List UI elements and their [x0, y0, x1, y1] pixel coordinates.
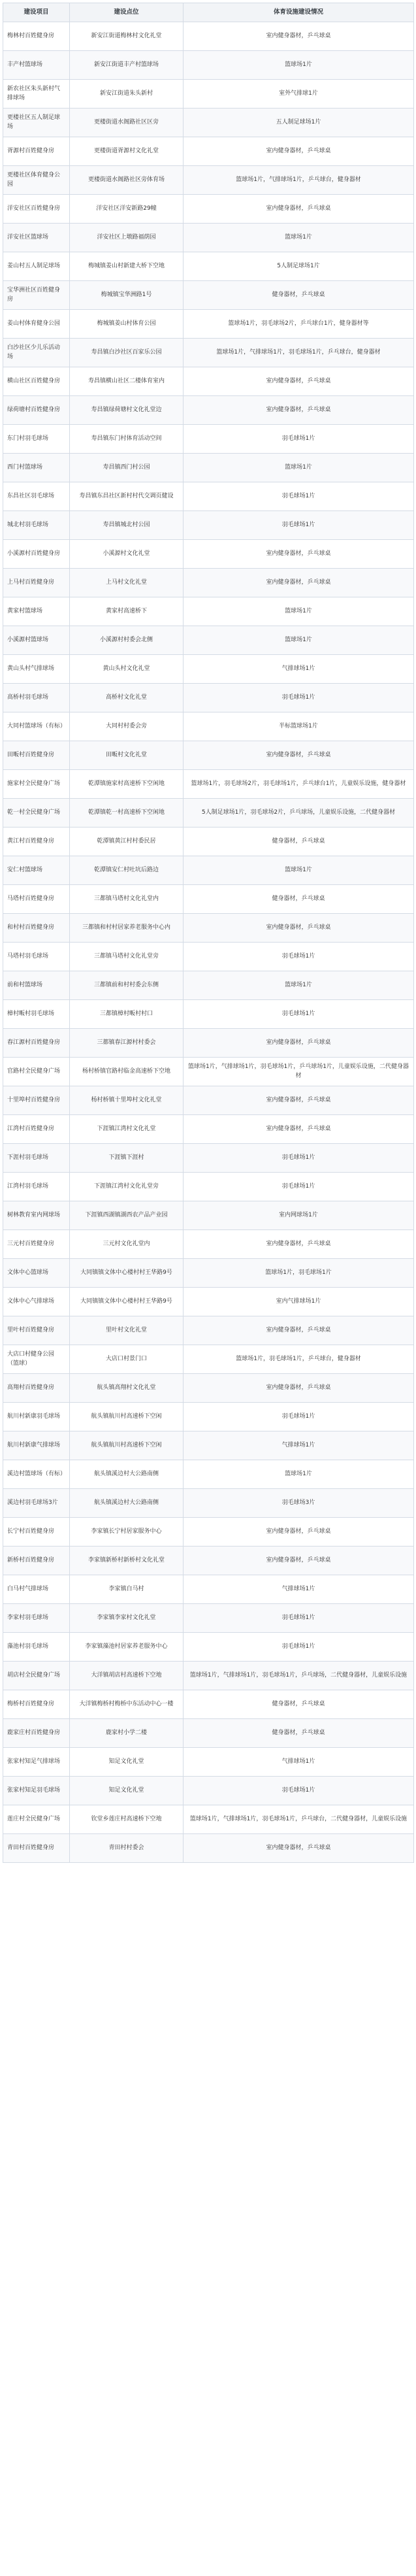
cell-project: 白沙社区少儿乐活动场	[3, 339, 70, 367]
cell-facilities: 篮球场1片	[184, 856, 414, 885]
cell-project: 东门村羽毛球场	[3, 425, 70, 454]
cell-project: 航川村新康气排球场	[3, 1431, 70, 1460]
cell-location: 寿昌镇东昌社区新村村代交调页健设	[70, 482, 184, 511]
cell-facilities: 篮球场1片，气排球场1片，乒乓球台，健身器材	[184, 166, 414, 195]
cell-facilities: 羽毛球场3片	[184, 1489, 414, 1518]
cell-facilities: 室内健身器材，乒乓球桌	[184, 1230, 414, 1259]
cell-project: 黄山头村气排球场	[3, 655, 70, 684]
table-row	[3, 511, 414, 540]
cell-location: 梅城镇姜山村新建大桥下空地	[70, 252, 184, 281]
cell-facilities: 健身器材，乒乓球桌	[184, 828, 414, 856]
table-row	[3, 569, 414, 597]
document-page	[3, 3, 413, 1863]
table-row	[3, 971, 414, 1000]
cell-project: 里叶村百姓健身房	[3, 1316, 70, 1345]
cell-project: 横山社区百姓健身房	[3, 367, 70, 396]
facilities-table	[3, 3, 414, 1863]
table-row	[3, 396, 414, 425]
cell-project: 大同村篮球场（有标）	[3, 712, 70, 741]
cell-location: 大同镇镇文体中心楼村村王华路9号	[70, 1259, 184, 1288]
cell-location: 下涯镇江湾村文化礼堂旁	[70, 1173, 184, 1201]
cell-location: 洋安社区洋安新路29幢	[70, 195, 184, 224]
cell-location: 李家镇藻池村居家养老服务中心	[70, 1633, 184, 1662]
cell-location: 乾潭镇黄江村村委民居	[70, 828, 184, 856]
cell-project: 新农社区朱头新村气排球场	[3, 80, 70, 109]
cell-location: 更楼街道胥源村文化礼堂	[70, 137, 184, 166]
table-row	[3, 1431, 414, 1460]
table-row	[3, 1000, 414, 1029]
cell-project: 大店口村健身公园（篮球）	[3, 1345, 70, 1374]
cell-location: 新安江街道梅林村文化礼堂	[70, 22, 184, 51]
cell-project: 西门村篮球场	[3, 454, 70, 482]
cell-project: 胥源村百姓健身房	[3, 137, 70, 166]
cell-project: 溪边村篮球场（有标）	[3, 1460, 70, 1489]
cell-facilities: 室内健身器材，乒乓球桌	[184, 367, 414, 396]
table-row	[3, 1086, 414, 1115]
cell-facilities: 健身器材，乒乓球桌	[184, 1690, 414, 1719]
cell-facilities: 室外气排球1片	[184, 80, 414, 109]
cell-project: 溪边村羽毛球场3片	[3, 1489, 70, 1518]
table-row	[3, 1489, 414, 1518]
cell-location: 三都镇马塔村文化礼堂旁	[70, 943, 184, 971]
table-row	[3, 1115, 414, 1144]
cell-project: 小溪源村百姓健身房	[3, 540, 70, 569]
table-row	[3, 684, 414, 712]
cell-facilities: 篮球场1片，羽毛球场2片，羽毛球场1片，乒乓球台1片，儿童娱乐设施，健身器材	[184, 770, 414, 799]
table-row	[3, 1604, 414, 1633]
cell-project: 白马村气排球场	[3, 1575, 70, 1604]
cell-facilities: 室内健身器材，乒乓球桌	[184, 741, 414, 770]
cell-facilities: 篮球场1片，羽毛球场1片，乒乓球台，健身器材	[184, 1345, 414, 1374]
cell-location: 知足文化礼堂	[70, 1748, 184, 1777]
table-row	[3, 1403, 414, 1431]
cell-facilities: 室内健身器材，乒乓球桌	[184, 22, 414, 51]
table-row	[3, 597, 414, 626]
table-row	[3, 712, 414, 741]
table-row	[3, 1518, 414, 1547]
cell-location: 航头镇航川村高速桥下空闲	[70, 1431, 184, 1460]
table-row	[3, 626, 414, 655]
column-header-location: 建设点位	[70, 3, 184, 22]
cell-project: 官路村全民健身广场	[3, 1058, 70, 1086]
cell-location: 下涯镇下涯村	[70, 1144, 184, 1173]
cell-location: 小溪源村文化礼堂	[70, 540, 184, 569]
cell-project: 宝华洲社区百姓健身房	[3, 281, 70, 310]
cell-project: 藻池村羽毛球场	[3, 1633, 70, 1662]
cell-facilities: 羽毛球场1片	[184, 1173, 414, 1201]
cell-facilities: 室内健身器材，乒乓球桌	[184, 1086, 414, 1115]
cell-project: 新桥村百姓健身房	[3, 1547, 70, 1575]
table-row	[3, 137, 414, 166]
cell-facilities: 羽毛球场1片	[184, 482, 414, 511]
table-row	[3, 482, 414, 511]
cell-facilities: 室内气排球场1片	[184, 1288, 414, 1316]
cell-location: 梅城镇宝华洲路1号	[70, 281, 184, 310]
cell-project: 樟村畈村羽毛球场	[3, 1000, 70, 1029]
cell-location: 寿昌镇西门村公园	[70, 454, 184, 482]
cell-location: 寿昌镇东门村体育活动空间	[70, 425, 184, 454]
cell-location: 李家镇白马村	[70, 1575, 184, 1604]
cell-location: 上马村文化礼堂	[70, 569, 184, 597]
cell-facilities: 气排球场1片	[184, 1748, 414, 1777]
cell-facilities: 羽毛球场1片	[184, 684, 414, 712]
cell-facilities: 篮球场1片	[184, 454, 414, 482]
cell-location: 三都镇前和村村委会东侧	[70, 971, 184, 1000]
column-header-facilities: 体育设施建设情况	[184, 3, 414, 22]
table-row	[3, 741, 414, 770]
cell-facilities: 室内健身器材，乒乓球桌	[184, 137, 414, 166]
cell-location: 更楼街道水阁路社区旁体育场	[70, 166, 184, 195]
cell-facilities: 半标篮球场1片	[184, 712, 414, 741]
cell-facilities: 羽毛球场1片	[184, 511, 414, 540]
cell-project: 前和村篮球场	[3, 971, 70, 1000]
cell-facilities: 室内健身器材，乒乓球桌	[184, 569, 414, 597]
table-row	[3, 1748, 414, 1777]
cell-project: 上马村百姓健身房	[3, 569, 70, 597]
cell-facilities: 篮球场1片，羽毛球场1片	[184, 1259, 414, 1288]
cell-location: 三元村文化礼堂内	[70, 1230, 184, 1259]
cell-facilities: 篮球场1片，气排球场1片，羽毛球场1片，乒乓球台，健身器材	[184, 339, 414, 367]
cell-project: 黄家村篮球场	[3, 597, 70, 626]
table-row	[3, 109, 414, 137]
cell-location: 航头镇高翔村文化礼堂	[70, 1374, 184, 1403]
cell-project: 更楼社区五人制足球场	[3, 109, 70, 137]
table-row	[3, 1345, 414, 1374]
cell-project: 小溪源村篮球场	[3, 626, 70, 655]
cell-facilities: 健身器材，乒乓球桌	[184, 281, 414, 310]
table-row	[3, 1575, 414, 1604]
cell-location: 寿昌镇横山社区二楼体育室内	[70, 367, 184, 396]
cell-facilities: 室内健身器材，乒乓球桌	[184, 914, 414, 943]
table-row	[3, 828, 414, 856]
cell-facilities: 篮球场1片	[184, 51, 414, 80]
cell-facilities: 室内健身器材，乒乓球桌	[184, 1374, 414, 1403]
cell-project: 绿荷塘村百姓健身房	[3, 396, 70, 425]
table-row	[3, 1201, 414, 1230]
cell-location: 航头镇溪边村大公路南侧	[70, 1460, 184, 1489]
cell-facilities: 室内网球场1片	[184, 1201, 414, 1230]
cell-project: 三元村百姓健身房	[3, 1230, 70, 1259]
cell-facilities: 篮球场1片	[184, 224, 414, 252]
cell-project: 丰产村篮球场	[3, 51, 70, 80]
cell-project: 城北村羽毛球场	[3, 511, 70, 540]
table-row	[3, 1690, 414, 1719]
cell-facilities: 篮球场1片，气排球场1片，羽毛球场1片，乒乓球台，二代健身器材，儿童娱乐设施	[184, 1805, 414, 1834]
cell-project: 洋安社区百姓健身房	[3, 195, 70, 224]
cell-project: 航川村新康羽毛球场	[3, 1403, 70, 1431]
table-row	[3, 1805, 414, 1834]
cell-facilities: 室内健身器材，乒乓球桌	[184, 540, 414, 569]
cell-location: 寿昌镇绿荷塘村文化礼堂边	[70, 396, 184, 425]
cell-facilities: 五人制足球场1片	[184, 109, 414, 137]
cell-project: 马塔村百姓健身房	[3, 885, 70, 914]
cell-facilities: 篮球场1片，气排球场1片，羽毛球场1片，乒乓球场1片，儿童娱乐设施，二代健身器材	[184, 1058, 414, 1086]
cell-project: 姜山村体育健身公园	[3, 310, 70, 339]
table-row	[3, 1058, 414, 1086]
table-row	[3, 1288, 414, 1316]
cell-location: 乾潭镇安仁村吐坑后路边	[70, 856, 184, 885]
cell-project: 下涯村羽毛球场	[3, 1144, 70, 1173]
table-row	[3, 770, 414, 799]
table-row	[3, 1460, 414, 1489]
cell-project: 十里埠村百姓健身房	[3, 1086, 70, 1115]
cell-project: 高桥村羽毛球场	[3, 684, 70, 712]
cell-facilities: 室内健身器材，乒乓球桌	[184, 396, 414, 425]
table-row	[3, 51, 414, 80]
cell-location: 大店口村景门口	[70, 1345, 184, 1374]
cell-project: 鹿家庄村百姓健身房	[3, 1719, 70, 1748]
cell-facilities: 羽毛球场1片	[184, 1000, 414, 1029]
cell-project: 东昌社区羽毛球场	[3, 482, 70, 511]
cell-project: 乾一村全民健身广场	[3, 799, 70, 828]
cell-facilities: 室内健身器材，乒乓球桌	[184, 1547, 414, 1575]
cell-project: 黄江村百姓健身房	[3, 828, 70, 856]
cell-project: 和村村百姓健身房	[3, 914, 70, 943]
table-row	[3, 1547, 414, 1575]
cell-project: 青田村百姓健身房	[3, 1834, 70, 1863]
cell-location: 李家镇新桥村新桥村文化礼堂	[70, 1547, 184, 1575]
table-row	[3, 885, 414, 914]
table-row	[3, 1633, 414, 1662]
cell-location: 洋安社区上墩路福荫园	[70, 224, 184, 252]
table-row	[3, 310, 414, 339]
cell-location: 三都镇春江源村村委会	[70, 1029, 184, 1058]
cell-facilities: 气排球场1片	[184, 1575, 414, 1604]
cell-facilities: 健身器材，乒乓球桌	[184, 1719, 414, 1748]
cell-location: 大同镇镇文体中心楼村村王华路9号	[70, 1288, 184, 1316]
cell-location: 乾潭镇施家村高速桥下空闲地	[70, 770, 184, 799]
cell-facilities: 室内健身器材，乒乓球桌	[184, 1115, 414, 1144]
cell-location: 三都镇马塔村文化礼堂内	[70, 885, 184, 914]
table-row	[3, 367, 414, 396]
cell-location: 下涯镇江湾村文化礼堂	[70, 1115, 184, 1144]
cell-facilities: 室内健身器材，乒乓球桌	[184, 195, 414, 224]
cell-location: 航头镇航川村高速桥下空闲	[70, 1403, 184, 1431]
table-row	[3, 1029, 414, 1058]
cell-location: 知足文化礼堂	[70, 1777, 184, 1805]
table-row	[3, 80, 414, 109]
cell-location: 梅城镇姜山村体育公园	[70, 310, 184, 339]
cell-project: 梅桥村百姓健身房	[3, 1690, 70, 1719]
cell-facilities: 羽毛球场1片	[184, 1777, 414, 1805]
cell-location: 李家镇李家村文化礼堂	[70, 1604, 184, 1633]
cell-facilities: 篮球场1片	[184, 626, 414, 655]
table-row	[3, 943, 414, 971]
cell-location: 三都镇樟村畈村村口	[70, 1000, 184, 1029]
cell-project: 安仁村篮球场	[3, 856, 70, 885]
cell-facilities: 篮球场1片	[184, 597, 414, 626]
cell-facilities: 羽毛球场1片	[184, 425, 414, 454]
table-row	[3, 1259, 414, 1288]
cell-project: 长宁村百姓健身房	[3, 1518, 70, 1547]
cell-facilities: 健身器材，乒乓球桌	[184, 885, 414, 914]
column-header-project: 建设项目	[3, 3, 70, 22]
cell-facilities: 室内健身器材，乒乓球桌	[184, 1316, 414, 1345]
table-row	[3, 1719, 414, 1748]
table-row	[3, 1662, 414, 1690]
table-row	[3, 224, 414, 252]
cell-location: 大洋镇梅桥村梅桥中东活动中心一楼	[70, 1690, 184, 1719]
cell-location: 新安江街道丰产村篮球场	[70, 51, 184, 80]
cell-project: 施家村全民健身广场	[3, 770, 70, 799]
cell-project: 胡店村全民健身广场	[3, 1662, 70, 1690]
table-row	[3, 339, 414, 367]
cell-facilities: 羽毛球场1片	[184, 1403, 414, 1431]
cell-project: 李家村羽毛球场	[3, 1604, 70, 1633]
table-row	[3, 799, 414, 828]
table-row	[3, 1316, 414, 1345]
cell-location: 钦堂乡莲庄村高速桥下空地	[70, 1805, 184, 1834]
cell-facilities: 羽毛球场1片	[184, 1144, 414, 1173]
cell-location: 鹿家村小学二楼	[70, 1719, 184, 1748]
table-row	[3, 22, 414, 51]
cell-location: 三都镇和村村居家养老服务中心内	[70, 914, 184, 943]
cell-project: 高翔村百姓健身房	[3, 1374, 70, 1403]
cell-location: 寿昌镇白沙社区百家乐公园	[70, 339, 184, 367]
table-row	[3, 1173, 414, 1201]
cell-location: 小溪源村村委会北侧	[70, 626, 184, 655]
cell-project: 田畈村百姓健身房	[3, 741, 70, 770]
cell-facilities: 室内健身器材，乒乓球桌	[184, 1834, 414, 1863]
table-row	[3, 281, 414, 310]
cell-facilities: 室内健身器材，乒乓球桌	[184, 1029, 414, 1058]
cell-project: 更楼社区体育健身公园	[3, 166, 70, 195]
table-body	[3, 22, 414, 1863]
cell-project: 张家村知足气排球场	[3, 1748, 70, 1777]
table-row	[3, 1834, 414, 1863]
table-row	[3, 166, 414, 195]
table-header-row	[3, 3, 414, 22]
cell-project: 张家村知足羽毛球场	[3, 1777, 70, 1805]
cell-location: 大同村村委会旁	[70, 712, 184, 741]
cell-facilities: 5人制足球场1片，羽毛球场2片，乒乓球场，儿童娱乐设施，二代健身器材	[184, 799, 414, 828]
table-row	[3, 1777, 414, 1805]
cell-facilities: 气排球场1片	[184, 1431, 414, 1460]
cell-facilities: 5人制足球场1片	[184, 252, 414, 281]
cell-location: 黄家村高速桥下	[70, 597, 184, 626]
cell-location: 杨村桥镇官路村临金高速桥下空地	[70, 1058, 184, 1086]
cell-project: 江湾村羽毛球场	[3, 1173, 70, 1201]
cell-project: 梅林村百姓健身房	[3, 22, 70, 51]
cell-facilities: 羽毛球场1片	[184, 943, 414, 971]
cell-location: 更楼街道水阁路社区区旁	[70, 109, 184, 137]
table-row	[3, 1230, 414, 1259]
cell-project: 春江源村百姓健身房	[3, 1029, 70, 1058]
cell-location: 大洋镇胡店村高速桥下空地	[70, 1662, 184, 1690]
table-row	[3, 914, 414, 943]
table-row	[3, 454, 414, 482]
cell-location: 寿昌镇城北村公园	[70, 511, 184, 540]
cell-location: 李家镇长宁村居家服务中心	[70, 1518, 184, 1547]
table-row	[3, 425, 414, 454]
table-row	[3, 856, 414, 885]
cell-facilities: 篮球场1片	[184, 971, 414, 1000]
cell-location: 航头镇溪边村大公路南侧	[70, 1489, 184, 1518]
cell-project: 马塔村羽毛球场	[3, 943, 70, 971]
cell-facilities: 室内健身器材，乒乓球桌	[184, 1518, 414, 1547]
cell-location: 黄山头村文化礼堂	[70, 655, 184, 684]
cell-project: 洋安社区篮球场	[3, 224, 70, 252]
table-row	[3, 195, 414, 224]
cell-project: 文体中心气排球场	[3, 1288, 70, 1316]
table-row	[3, 252, 414, 281]
cell-project: 江湾村百姓健身房	[3, 1115, 70, 1144]
cell-facilities: 羽毛球场1片	[184, 1604, 414, 1633]
cell-project: 树林教育室内网球场	[3, 1201, 70, 1230]
cell-location: 乾潭镇乾一村高速桥下空闲地	[70, 799, 184, 828]
cell-facilities: 篮球场1片，羽毛球场2片，乒乓球台1片，健身器材等	[184, 310, 414, 339]
cell-location: 高桥村文化礼堂	[70, 684, 184, 712]
cell-location: 下涯镇西湖镇湖西农产品产业园	[70, 1201, 184, 1230]
table-row	[3, 655, 414, 684]
cell-facilities: 篮球场1片	[184, 1460, 414, 1489]
table-row	[3, 540, 414, 569]
table-row	[3, 1144, 414, 1173]
table-row	[3, 1374, 414, 1403]
cell-location: 新安江街道朱头新村	[70, 80, 184, 109]
cell-location: 田畈村文化礼堂	[70, 741, 184, 770]
cell-facilities: 羽毛球场1片	[184, 1633, 414, 1662]
cell-project: 莲庄村全民健身广场	[3, 1805, 70, 1834]
cell-location: 青田村村委会	[70, 1834, 184, 1863]
cell-project: 姜山村五人制足球场	[3, 252, 70, 281]
cell-project: 文体中心篮球场	[3, 1259, 70, 1288]
cell-facilities: 篮球场1片，气排球场1片，羽毛球场1片，乒乓球场，二代健身器材，儿童娱乐设施	[184, 1662, 414, 1690]
cell-facilities: 气排球场1片	[184, 655, 414, 684]
cell-location: 杨村桥镇十里埠村文化礼堂	[70, 1086, 184, 1115]
cell-location: 里叶村文化礼堂	[70, 1316, 184, 1345]
